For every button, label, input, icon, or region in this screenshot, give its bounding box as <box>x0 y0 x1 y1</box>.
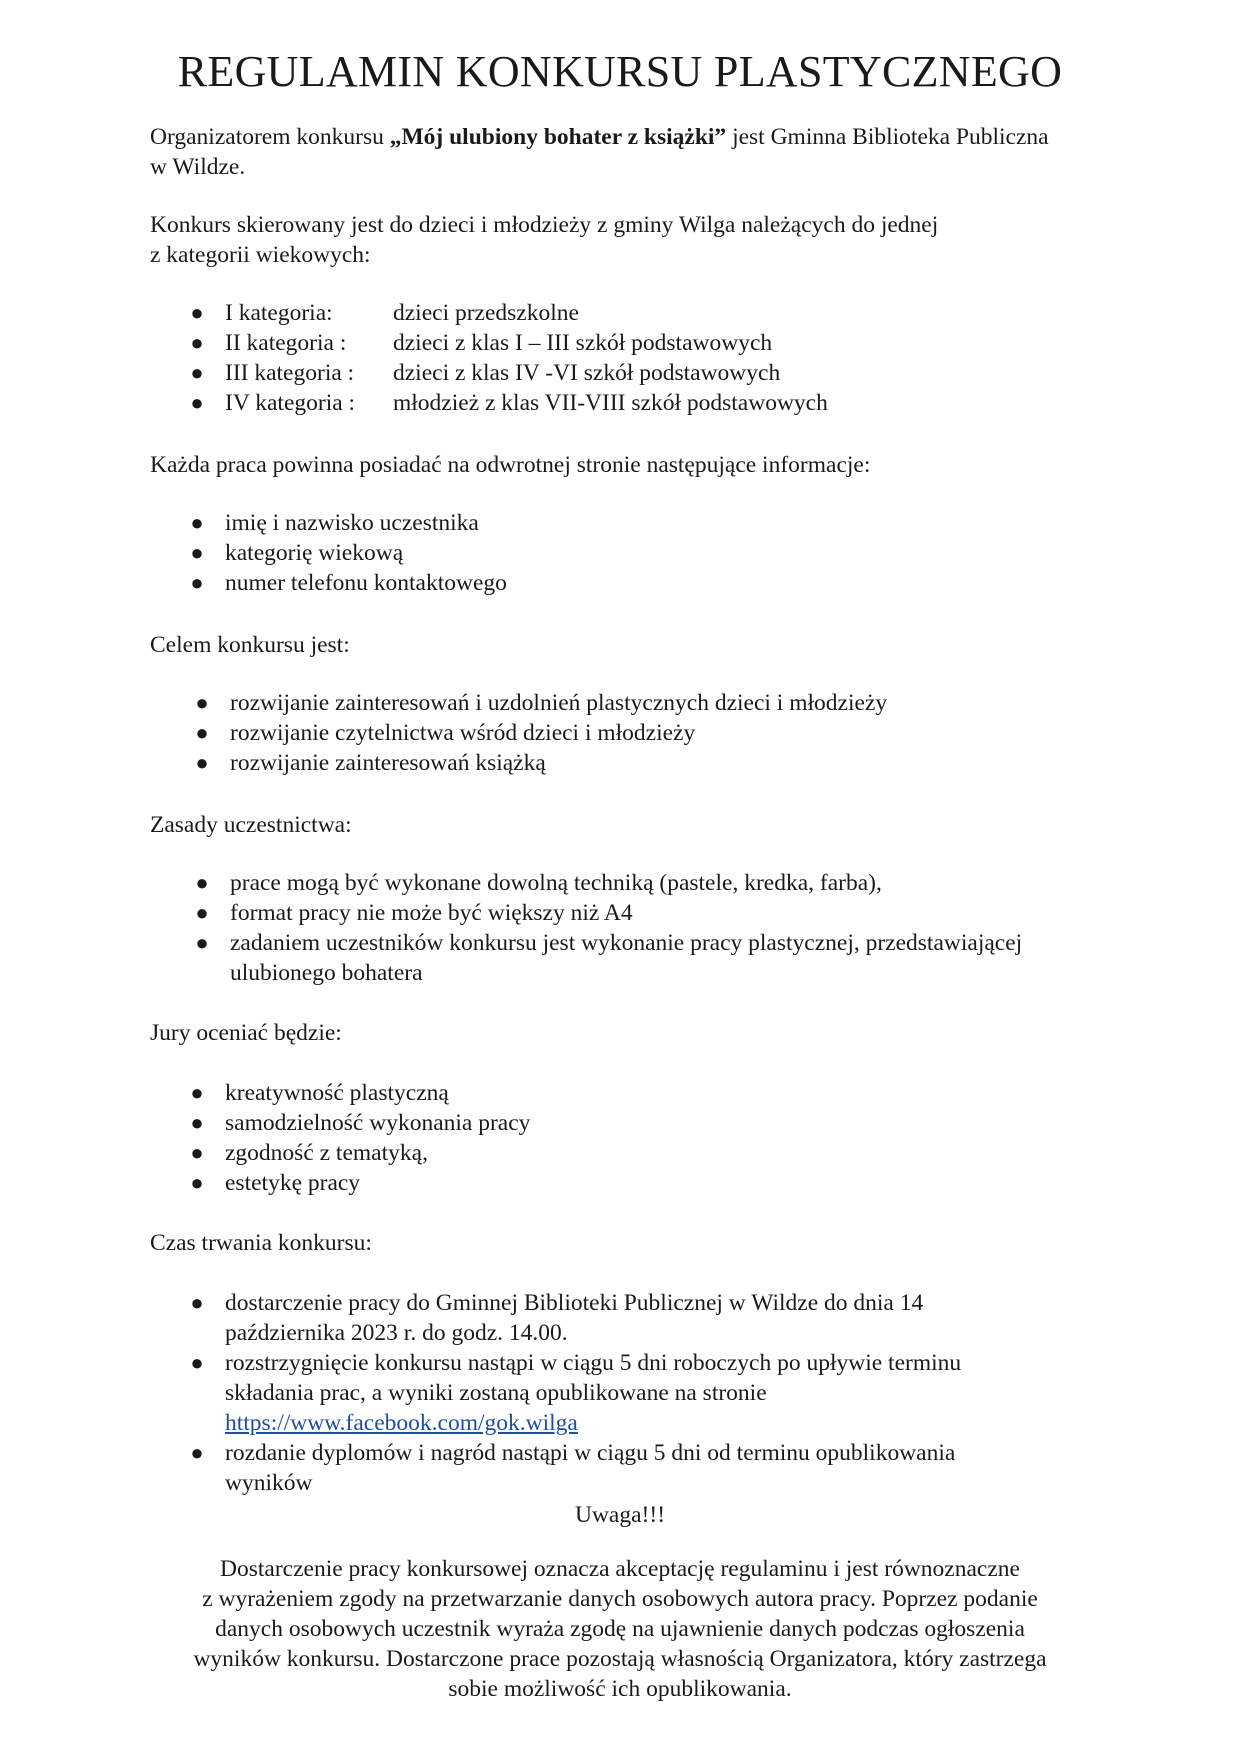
category-label: III kategoria : <box>225 360 355 386</box>
bullet-icon: ● <box>190 390 204 415</box>
notice-heading: Uwaga!!! <box>574 1502 666 1528</box>
rules-list <box>195 868 1090 988</box>
audience-line-2: z kategorii wiekowych: <box>150 242 371 268</box>
list-item: ● imię i nazwisko uczestnika <box>225 508 1085 538</box>
list-item <box>190 328 1085 358</box>
notice-line: sobie możliwość ich opublikowania. <box>448 1676 792 1702</box>
bullet-icon: ● <box>195 900 209 925</box>
list-item: ● zadaniem uczestników konkursu jest wykonanie pracy plastycznej, przedstawiającej ulubionego bohatera <box>230 928 1090 988</box>
category-label: IV kategoria : <box>225 390 356 416</box>
bullet-icon: ● <box>190 1080 204 1105</box>
facebook-link[interactable]: https://www.facebook.com/gok.wilga <box>225 1410 578 1436</box>
time-heading: Czas trwania konkursu: <box>150 1230 372 1256</box>
category-desc: młodzież z klas VII-VIII szkół podstawowych <box>393 390 828 416</box>
bullet-icon: ● <box>190 360 204 385</box>
bullet-icon: ● <box>190 300 204 325</box>
category-desc: dzieci z klas I – III szkół podstawowych <box>393 330 773 356</box>
intro-text-after: jest Gminna Biblioteka Publiczna w Wildze. <box>150 124 1049 180</box>
category-desc: dzieci przedszkolne <box>393 300 579 326</box>
list-item: ● rozstrzygnięcie konkursu nastąpi w ciągu 5 dni roboczych po upływie terminu składania prac, a wyniki zostaną opublikowane na stronie https://www.facebook.com/gok.wilga <box>225 1348 1025 1438</box>
bullet-icon: ● <box>190 1290 204 1315</box>
intro-paragraph <box>150 122 1050 182</box>
list-item: ● format pracy nie może być większy niż A4 <box>230 898 1090 928</box>
bullet-icon: ● <box>190 1110 204 1135</box>
audience-line-1: Konkurs skierowany jest do dzieci i młodzieży z gminy Wilga należących do jednej <box>150 212 939 238</box>
list-item: ● zgodność z tematyką, <box>225 1138 1085 1168</box>
bullet-icon: ● <box>190 570 204 595</box>
list-item: ● numer telefonu kontaktowego <box>225 568 1085 598</box>
list-item <box>190 358 1085 388</box>
bullet-icon: ● <box>195 750 209 775</box>
category-list <box>190 298 1085 418</box>
bullet-icon: ● <box>190 510 204 535</box>
list-item: ● dostarczenie pracy do Gminnej Biblioteki Publicznej w Wildze do dnia 14 października 2023 r. do godz. 14.00. <box>225 1288 1025 1348</box>
list-item: ● samodzielność wykonania pracy <box>225 1108 1085 1138</box>
notice-line: Dostarczenie pracy konkursowej oznacza akceptację regulaminu i jest równoznaczne <box>220 1556 1020 1582</box>
list-item: ● kategorię wiekową <box>225 538 1085 568</box>
list-item <box>190 298 1085 328</box>
rules-heading: Zasady uczestnictwa: <box>150 812 352 838</box>
bullet-icon: ● <box>195 930 209 955</box>
bullet-icon: ● <box>195 870 209 895</box>
info-list <box>190 508 1085 598</box>
contest-name: „Mój ulubiony bohater z książki” <box>389 124 727 150</box>
list-item: ● kreatywność plastyczną <box>225 1078 1085 1108</box>
time-list <box>190 1288 1025 1498</box>
category-desc: dzieci z klas IV -VI szkół podstawowych <box>393 360 781 386</box>
document-title: REGULAMIN KONKURSU PLASTYCZNEGO <box>177 47 1063 96</box>
goal-list <box>195 688 1090 778</box>
intro-text-before: Organizatorem konkursu <box>150 124 390 150</box>
list-item: ● estetykę pracy <box>225 1168 1085 1198</box>
notice-line: wyników konkursu. Dostarczone prace pozostają własnością Organizatora, który zastrzega <box>193 1646 1047 1672</box>
list-item: ● prace mogą być wykonane dowolną techniką (pastele, kredka, farba), <box>230 868 1090 898</box>
notice-paragraph <box>150 1554 1090 1704</box>
list-item: ● rozdanie dyplomów i nagród nastąpi w ciągu 5 dni od terminu opublikowania wyników <box>225 1438 1025 1498</box>
bullet-icon: ● <box>190 330 204 355</box>
bullet-icon: ● <box>190 540 204 565</box>
notice-line: z wyrażeniem zgody na przetwarzanie danych osobowych autora pracy. Poprzez podanie <box>202 1586 1038 1612</box>
bullet-icon: ● <box>190 1350 204 1375</box>
jury-heading: Jury oceniać będzie: <box>150 1020 342 1046</box>
list-item <box>190 388 1085 418</box>
category-label: II kategoria : <box>225 330 347 356</box>
bullet-icon: ● <box>195 690 209 715</box>
list-item: ● rozwijanie zainteresowań książką <box>230 748 1090 778</box>
list-item: ● rozwijanie zainteresowań i uzdolnień plastycznych dzieci i młodzieży <box>230 688 1090 718</box>
goal-heading: Celem konkursu jest: <box>150 632 350 658</box>
notice-line: danych osobowych uczestnik wyraża zgodę na ujawnienie danych podczas ogłoszenia <box>215 1616 1025 1642</box>
bullet-icon: ● <box>190 1440 204 1465</box>
list-item: ● rozwijanie czytelnictwa wśród dzieci i młodzieży <box>230 718 1090 748</box>
bullet-icon: ● <box>195 720 209 745</box>
jury-list <box>190 1078 1085 1198</box>
bullet-icon: ● <box>190 1170 204 1195</box>
bullet-icon: ● <box>190 1140 204 1165</box>
info-heading: Każda praca powinna posiadać na odwrotnej stronie następujące informacje: <box>150 452 871 478</box>
category-label: I kategoria: <box>225 300 333 326</box>
